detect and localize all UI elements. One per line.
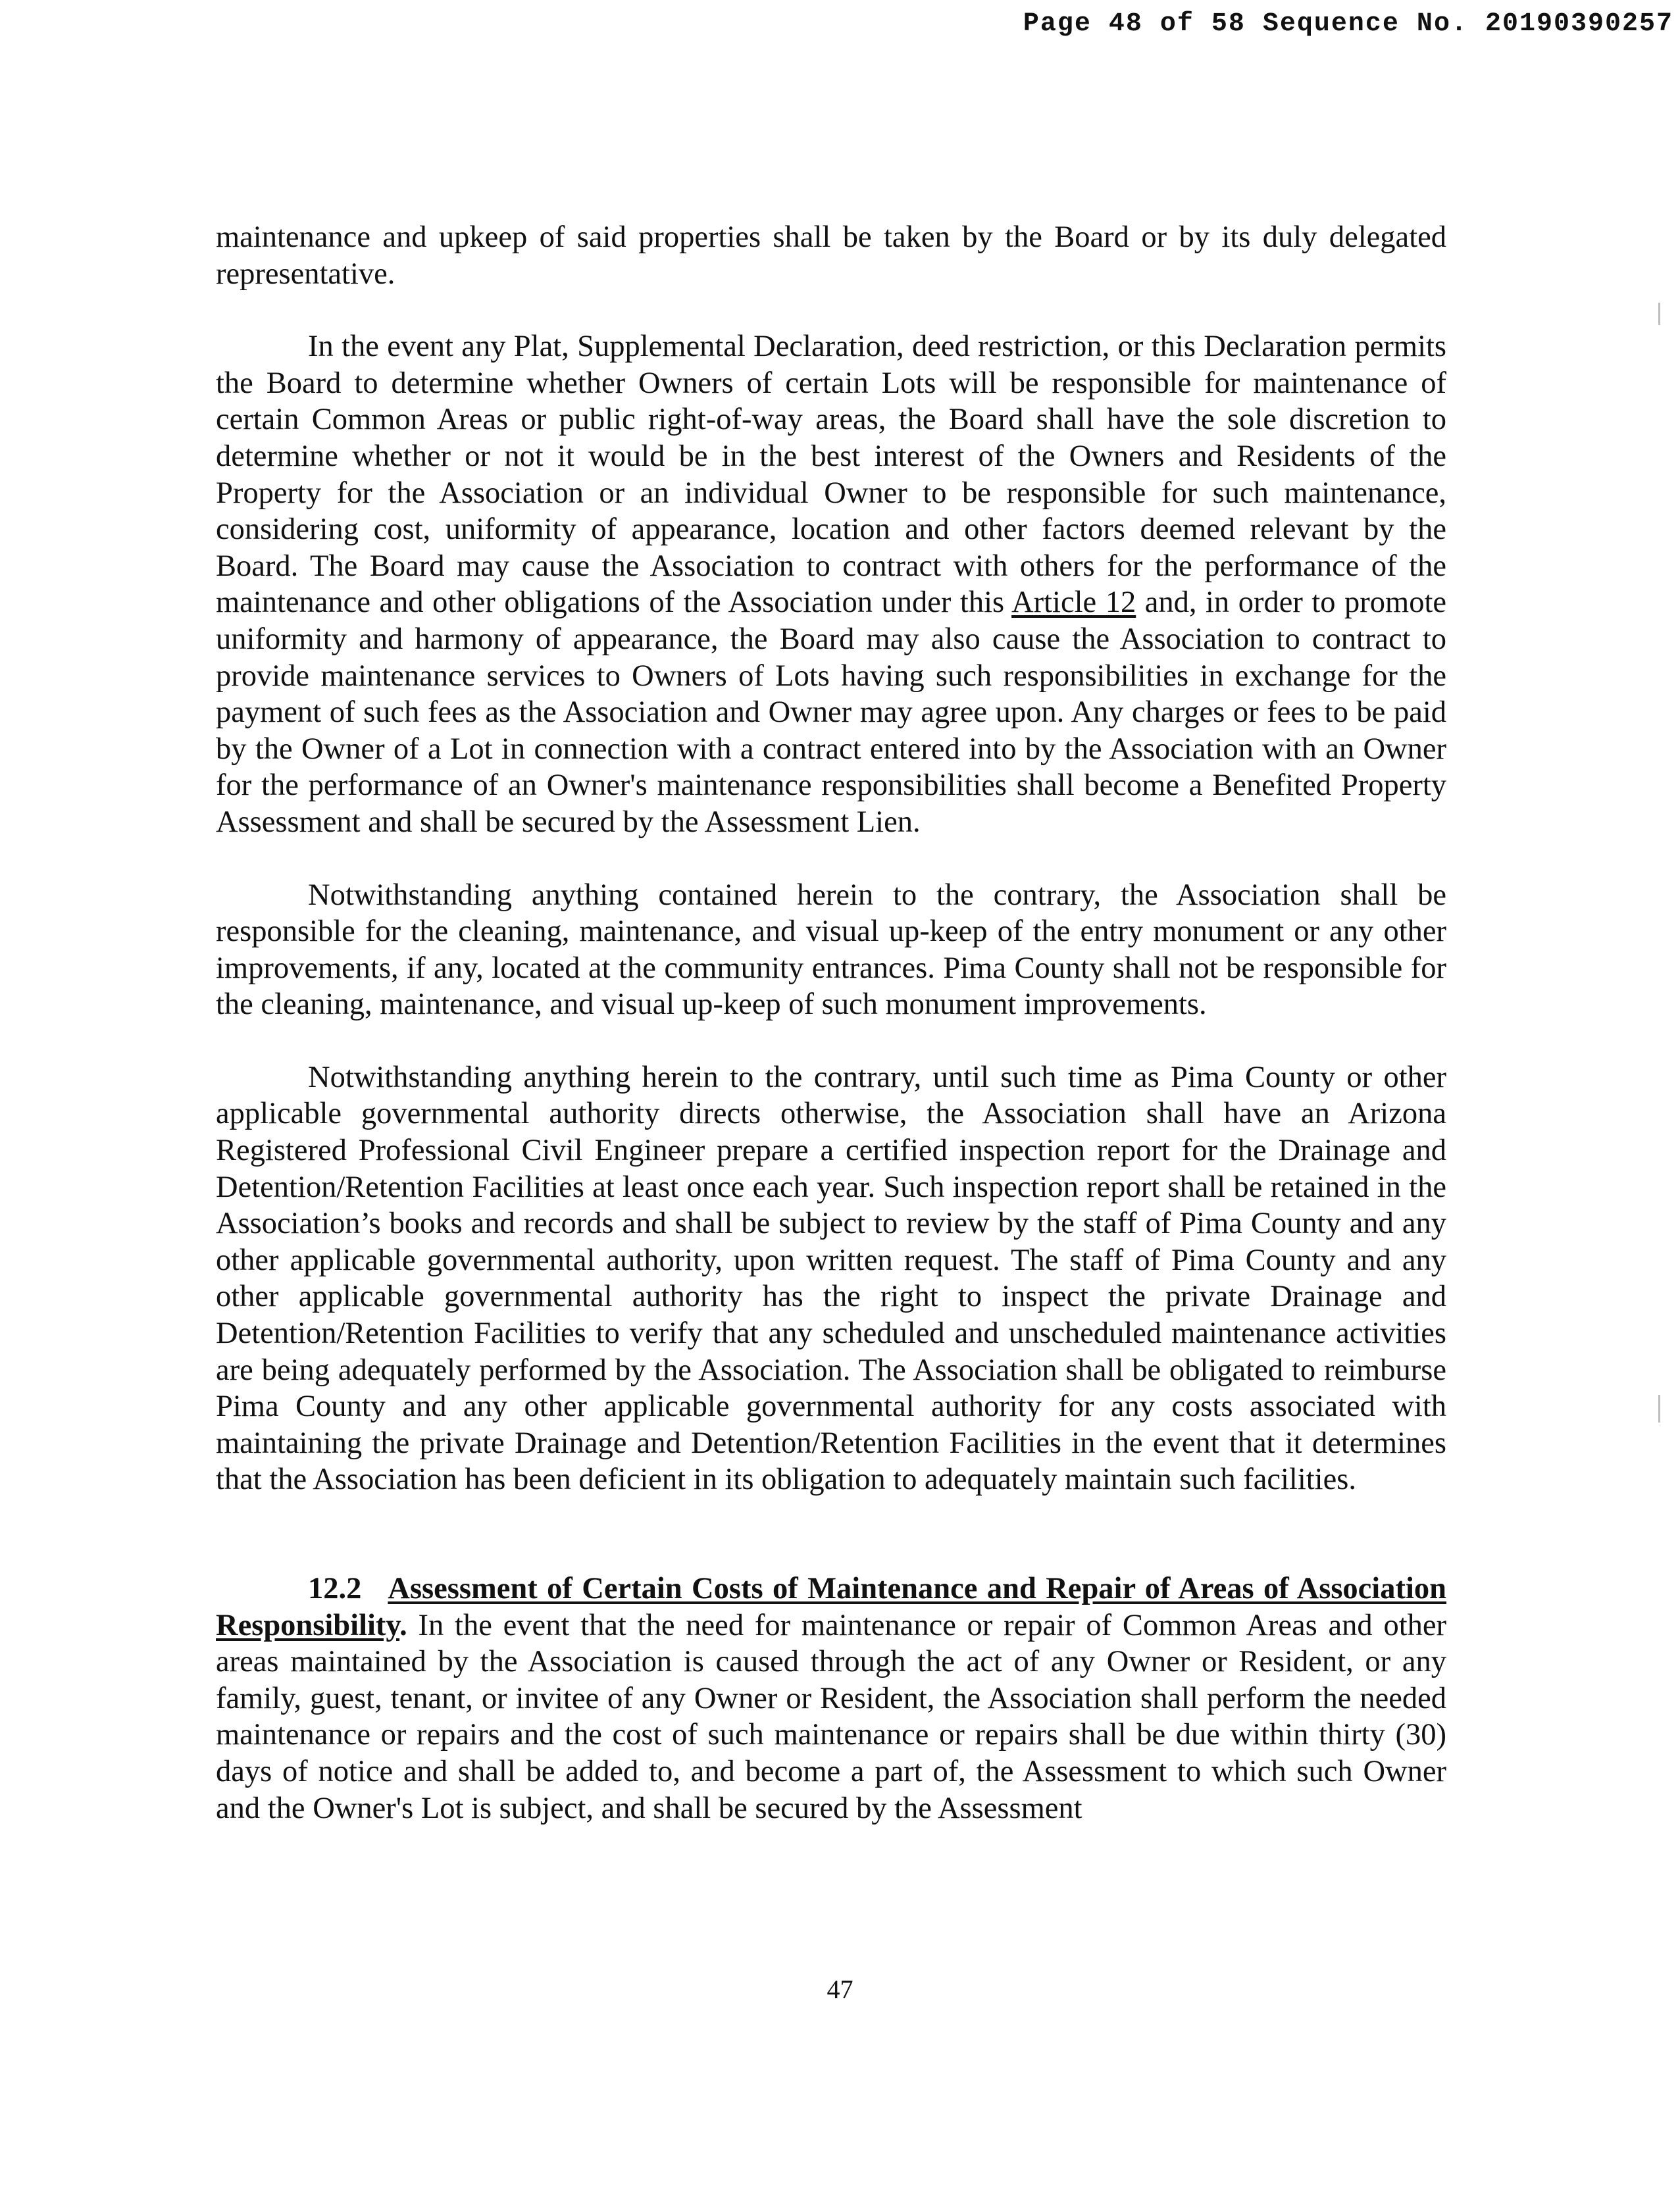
scan-speck-lower <box>1658 1395 1660 1423</box>
document-body <box>216 219 1446 1863</box>
paragraph-board-discretion-text-a: In the event any Plat, Supplemental Declaration, deed restriction, or this Declaration permits the Board to determine whether Owners of certain Lots will be responsible for maintenance of certain Common Areas or public right-of-way areas, the Board shall have the sole discretion to determine whether or not it would be in the best interest of the Owners and Residents of the Property for the Association or an individual Owner to be responsible for such maintenance, considering cost, uniformity of appearance, location and other factors deemed relevant by the Board. The Board may cause the Association to contract with others for the performance of the maintenance and other obligations of the Association under this <box>216 330 1446 620</box>
paragraph-continuation: maintenance and upkeep of said properties shall be taken by the Board or by its duly delegated representative. <box>216 220 1446 291</box>
section-title-period: . <box>399 1608 407 1642</box>
article-12-reference: Article 12 <box>1011 586 1136 620</box>
scan-speck-upper <box>1658 303 1660 325</box>
section-title: Assessment of Certain Costs of Maintenance and Repair of Areas of Association Responsibility <box>216 1572 1446 1642</box>
paragraph-board-discretion <box>216 328 1446 840</box>
section-12-2 <box>216 1571 1446 1826</box>
paragraph-entry-monument: Notwithstanding anything contained herein to the contrary, the Association shall be responsible for the cleaning, maintenance, and visual up-keep of the entry monument or any other improvements, if any, located at the community entrances. Pima County shall not be responsible for the cleaning, maintenance, and visual up-keep of such monument improvements. <box>216 878 1446 1022</box>
section-number: 12.2 <box>308 1572 362 1605</box>
section-text: In the event that the need for maintenance or repair of Common Areas and other areas maintained by the Association is caused through the act of any Owner or Resident, or any family, guest, tenant, or invitee of any Owner or Resident, the Association shall perform the needed maintenance or repairs and the cost of such maintenance or repairs shall be due within thirty (30) days of notice and shall be added to, and become a part of, the Assessment to which such Owner and the Owner's Lot is subject, and shall be secured by the Assessment <box>216 1608 1446 1825</box>
page-header: Page 48 of 58 Sequence No. 20190390257 <box>1023 9 1673 39</box>
paragraph-drainage-inspection: Notwithstanding anything herein to the contrary, until such time as Pima County or other applicable governmental authority directs otherwise, the Association shall have an Arizona Registered Professional Civil Engineer prepare a certified inspection report for the Drainage and Detention/Retention Facilities at least once each year. Such inspection report shall be retained in the Association’s books and records and shall be subject to review by the staff of Pima County and any other applicable governmental authority, upon written request. The staff of Pima County and any other applicable governmental authority has the right to inspect the private Drainage and Detention/Retention Facilities to verify that any scheduled and unscheduled maintenance activities are being adequately performed by the Association. The Association shall be obligated to reimburse Pima County and any other applicable governmental authority for any costs associated with maintaining the private Drainage and Detention/Retention Facilities in the event that it determines that the Association has been deficient in its obligation to adequately maintain such facilities. <box>216 1060 1446 1497</box>
paragraph-board-discretion-text-b: and, in order to promote uniformity and harmony of appearance, the Board may also cause the Association to contract to provide maintenance services to Owners of Lots having such responsibilities in exchange for the payment of such fees as the Association and Owner may agree upon. Any charges or fees to be paid by the Owner of a Lot in connection with a contract entered into by the Association with an Owner for the performance of an Owner's maintenance responsibilities shall become a Benefited Property Assessment and shall be secured by the Assessment Lien. <box>216 586 1447 839</box>
page-number: 47 <box>827 1975 853 2004</box>
